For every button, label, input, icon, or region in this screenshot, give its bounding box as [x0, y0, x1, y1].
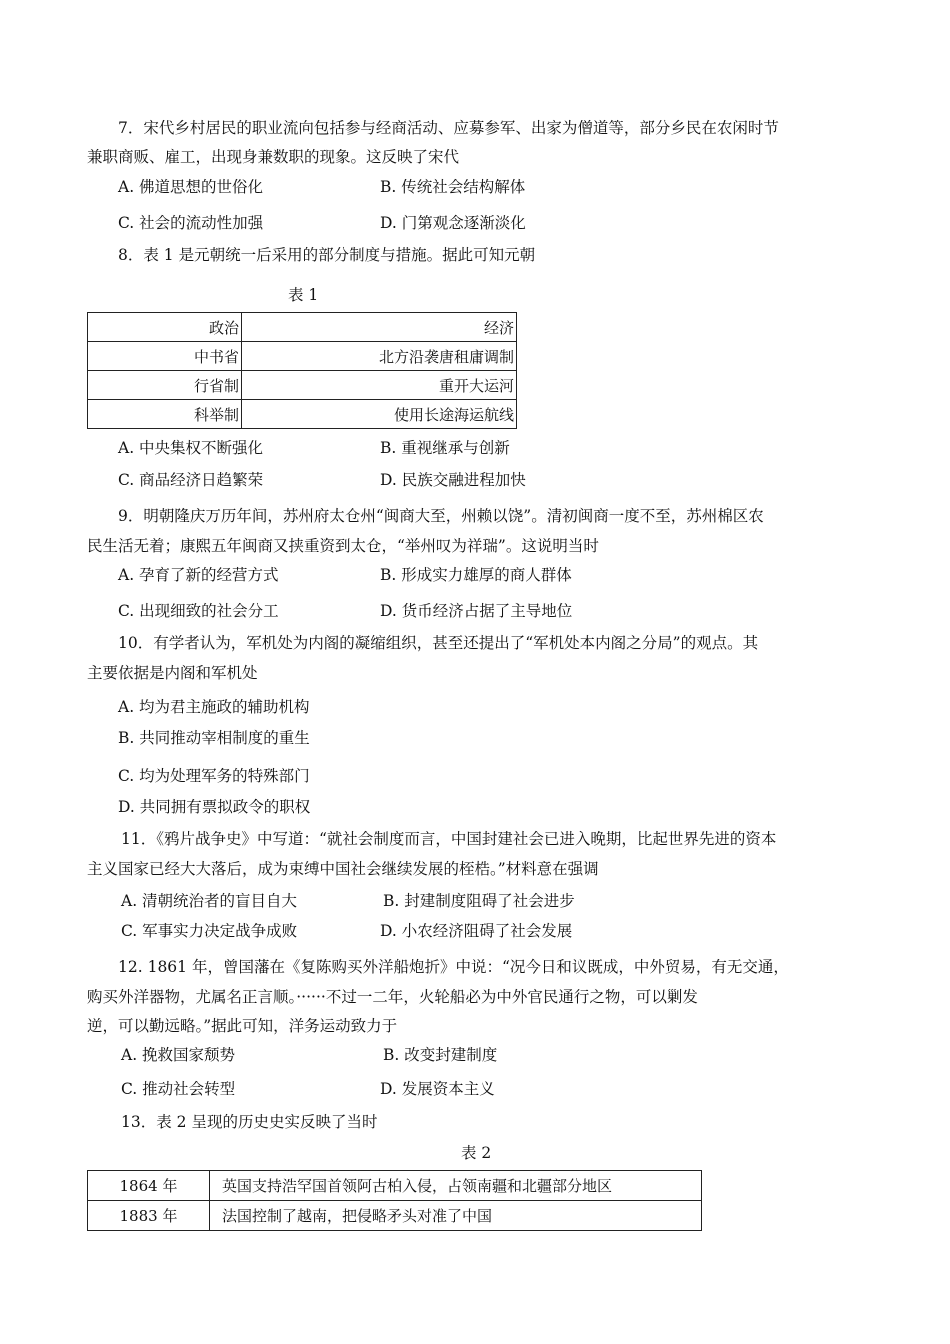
q7-option-b: B. 传统社会结构解体: [380, 178, 526, 196]
q12-stem-line1: 12. 1861 年，曾国藩在《复陈购买外洋船炮折》中说：“况今日和议既成，中外贸易，有无交通，: [118, 958, 789, 976]
table-cell: 重开大运河: [242, 371, 517, 400]
q10-option-b: B. 共同推动宰相制度的重生: [118, 729, 310, 747]
q9-option-a: A. 孕育了新的经营方式: [118, 566, 279, 584]
q7-stem-line2: 兼职商贩、雇工，出现身兼数职的现象。这反映了宋代: [87, 148, 460, 166]
table-1: [87, 312, 517, 429]
q11-option-c: C. 军事实力决定战争成败: [121, 922, 298, 940]
q9-option-c: C. 出现细致的社会分工: [118, 602, 279, 620]
table-cell: 行省制: [88, 371, 242, 400]
table-cell: 使用长途海运航线: [242, 400, 517, 429]
q9-stem-line2: 民生活无着；康熙五年闽商又挟重资到太仓，“举州叹为祥瑞”。这说明当时: [87, 537, 599, 555]
table-cell: 政治: [88, 313, 242, 342]
table-row: [88, 313, 517, 342]
q11-option-a: A. 清朝统治者的盲目自大: [121, 892, 298, 910]
table-cell: 1883 年: [88, 1201, 210, 1231]
q7-stem-line1: 7．宋代乡村居民的职业流向包括参与经商活动、应募参军、出家为僧道等，部分乡民在农闲时节: [118, 119, 779, 137]
q10-option-c: C. 均为处理军务的特殊部门: [118, 767, 310, 785]
q7-option-c: C. 社会的流动性加强: [118, 214, 264, 232]
q8-option-d: D. 民族交融进程加快: [380, 471, 526, 489]
q8-option-a: A. 中央集权不断强化: [118, 439, 264, 457]
table-cell: 1864 年: [88, 1171, 210, 1201]
q10-stem-line1: 10．有学者认为，军机处为内阁的凝缩组织，甚至还提出了“军机处本内阁之分局”的观点。其: [118, 634, 759, 652]
q9-option-d: D. 货币经济占据了主导地位: [380, 602, 573, 620]
table-row: [88, 1201, 702, 1231]
q12-option-b: B. 改变封建制度: [383, 1046, 498, 1064]
table-cell: 科举制: [88, 400, 242, 429]
q12-option-a: A. 挽救国家颓势: [121, 1046, 236, 1064]
table-cell: 北方沿袭唐租庸调制: [242, 342, 517, 371]
q10-option-d: D. 共同拥有票拟政令的职权: [118, 798, 311, 816]
q12-option-c: C. 推动社会转型: [121, 1080, 236, 1098]
q9-stem-line1: 9．明朝隆庆万历年间，苏州府太仓州“闽商大至，州赖以饶”。清初闽商一度不至，苏州棉区农: [118, 507, 764, 525]
q10-stem-line2: 主要依据是内阁和军机处: [87, 664, 258, 682]
table2-caption: 表 2: [461, 1144, 492, 1162]
q11-stem-line1: 11．《鸦片战争史》中写道：“就社会制度而言，中国封建社会已进入晚期，比起世界先进的资本: [121, 830, 777, 848]
table-row: [88, 400, 517, 429]
q11-stem-line2: 主义国家已经大大落后，成为束缚中国社会继续发展的桎梏。”材料意在强调: [87, 860, 599, 878]
q8-option-b: B. 重视继承与创新: [380, 439, 510, 457]
q10-option-a: A. 均为君主施政的辅助机构: [118, 698, 310, 716]
q11-option-d: D. 小农经济阻碍了社会发展: [380, 922, 573, 940]
table-2: [87, 1170, 702, 1231]
table-row: [88, 371, 517, 400]
q8-stem: 8．表 1 是元朝统一后采用的部分制度与措施。据此可知元朝: [118, 246, 536, 264]
table-cell: 英国支持浩罕国首领阿古柏入侵，占领南疆和北疆部分地区: [210, 1171, 702, 1201]
q11-option-b: B. 封建制度阻碍了社会进步: [383, 892, 575, 910]
table-row: [88, 1171, 702, 1201]
q7-option-d: D. 门第观念逐渐淡化: [380, 214, 526, 232]
q12-option-d: D. 发展资本主义: [380, 1080, 495, 1098]
table-row: [88, 342, 517, 371]
table1-caption: 表 1: [288, 286, 319, 304]
q9-option-b: B. 形成实力雄厚的商人群体: [380, 566, 572, 584]
q12-stem-line3: 逆，可以勤远略。”据此可知，洋务运动致力于: [87, 1017, 398, 1035]
table-cell: 法国控制了越南，把侵略矛头对准了中国: [210, 1201, 702, 1231]
table-cell: 经济: [242, 313, 517, 342]
q7-option-a: A. 佛道思想的世俗化: [118, 178, 264, 196]
q13-stem: 13．表 2 呈现的历史史实反映了当时: [121, 1113, 378, 1131]
q12-stem-line2: 购买外洋器物，尤属名正言顺。······不过一二年，火轮船必为中外官民通行之物，可以剿发: [87, 988, 698, 1006]
q8-option-c: C. 商品经济日趋繁荣: [118, 471, 264, 489]
table-cell: 中书省: [88, 342, 242, 371]
